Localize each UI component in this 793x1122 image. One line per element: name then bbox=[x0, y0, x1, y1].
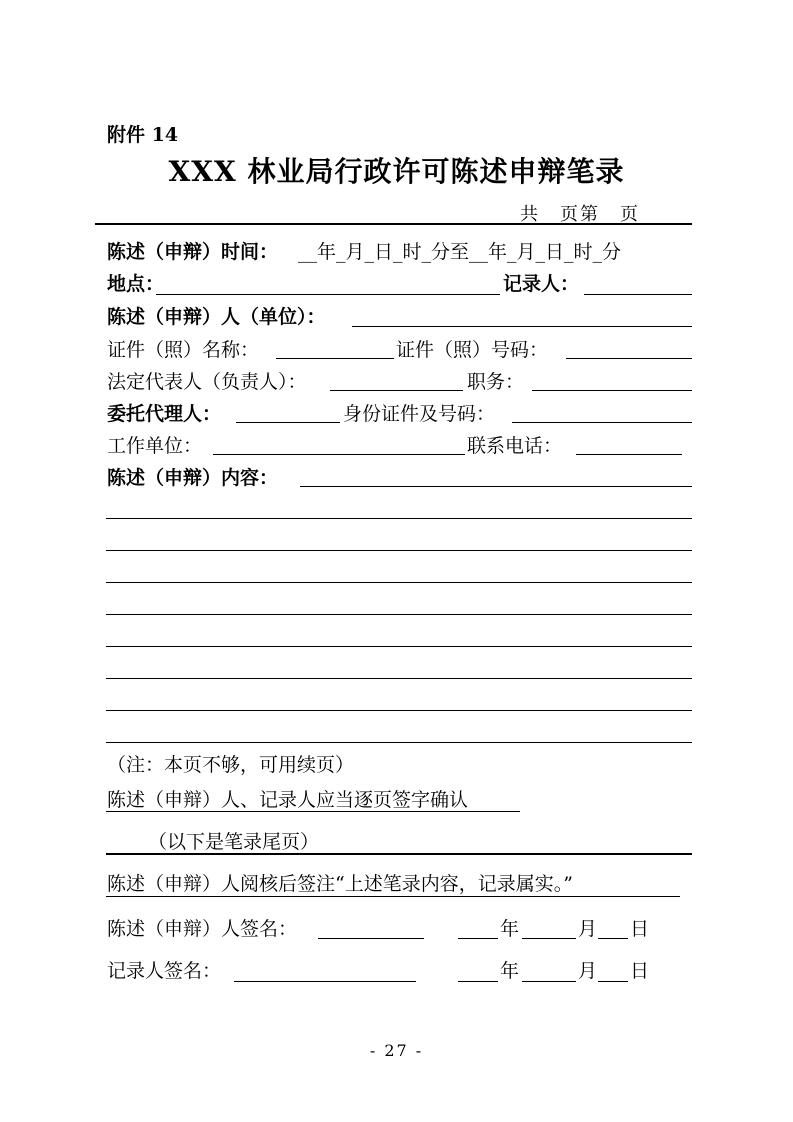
content-line[interactable] bbox=[106, 742, 692, 743]
recorder-sign-field[interactable] bbox=[234, 981, 416, 982]
content-line[interactable] bbox=[106, 518, 692, 519]
party-label: 陈述（申辩）人（单位）： bbox=[107, 306, 326, 328]
phone-label: 联系电话： bbox=[467, 435, 563, 457]
header-rule bbox=[95, 223, 692, 225]
continuation-note: （注：本页不够，可用续页） bbox=[107, 754, 355, 776]
workplace-label: 工作单位： bbox=[107, 435, 203, 457]
recorder-sign-month-field[interactable] bbox=[522, 981, 576, 982]
page-number: - 27 - bbox=[369, 1041, 424, 1060]
position-field[interactable] bbox=[532, 390, 692, 391]
content-line[interactable] bbox=[106, 614, 692, 615]
month-label: 月 bbox=[578, 960, 598, 982]
id-no-label: 身份证件及号码： bbox=[343, 403, 496, 425]
content-line[interactable] bbox=[106, 710, 692, 711]
recorder-sign-label: 记录人签名： bbox=[107, 960, 222, 982]
following-note: （以下是笔录尾页） bbox=[148, 831, 320, 853]
content-line[interactable] bbox=[106, 550, 692, 551]
confirm-note: 陈述（申辩）人、记录人应当逐页签字确认 bbox=[107, 789, 469, 811]
recorder-sign-day-field[interactable] bbox=[598, 981, 628, 982]
agent-field[interactable] bbox=[236, 422, 340, 423]
review-note: 陈述（申辩）人阅核后签注“上述笔录内容，记录属实。” bbox=[107, 873, 573, 895]
place-label: 地点： bbox=[107, 273, 165, 295]
year-label: 年 bbox=[500, 918, 520, 940]
recorder-field[interactable] bbox=[584, 294, 692, 295]
page-title: XXX 林业局行政许可陈述申辩笔录 bbox=[168, 155, 625, 188]
confirm-underline bbox=[106, 811, 520, 812]
position-label: 职务： bbox=[467, 371, 525, 393]
agent-label: 委托代理人： bbox=[107, 403, 222, 425]
content-line[interactable] bbox=[106, 582, 692, 583]
party-sign-field[interactable] bbox=[318, 938, 424, 939]
content-line[interactable] bbox=[106, 678, 692, 679]
workplace-field[interactable] bbox=[213, 454, 465, 455]
id-no-field[interactable] bbox=[512, 422, 692, 423]
day-label: 日 bbox=[630, 960, 650, 982]
page-counter: 共 页第 页 bbox=[520, 204, 640, 225]
party-sign-month-field[interactable] bbox=[522, 938, 576, 939]
month-label: 月 bbox=[578, 918, 598, 940]
party-sign-day-field[interactable] bbox=[598, 938, 628, 939]
legal-rep-field[interactable] bbox=[330, 390, 463, 391]
cert-name-field[interactable] bbox=[276, 358, 394, 359]
content-label: 陈述（申辩）内容： bbox=[107, 467, 279, 489]
content-first-line[interactable] bbox=[300, 486, 692, 487]
phone-field[interactable] bbox=[576, 454, 682, 455]
attachment-label: 附件 14 bbox=[107, 124, 179, 146]
party-field[interactable] bbox=[352, 326, 692, 327]
party-sign-year-field[interactable] bbox=[458, 938, 498, 939]
cert-name-label: 证件（照）名称： bbox=[107, 339, 260, 361]
review-underline bbox=[106, 896, 680, 897]
cert-no-label: 证件（照）号码： bbox=[396, 339, 549, 361]
legal-rep-label: 法定代表人（负责人）： bbox=[107, 371, 307, 393]
party-sign-label: 陈述（申辩）人签名： bbox=[107, 918, 298, 940]
place-field[interactable] bbox=[156, 294, 500, 295]
day-label: 日 bbox=[630, 918, 650, 940]
content-line[interactable] bbox=[106, 646, 692, 647]
cert-no-field[interactable] bbox=[566, 358, 692, 359]
recorder-label: 记录人： bbox=[503, 273, 580, 295]
time-label: 陈述（申辩）时间： bbox=[107, 241, 279, 263]
recorder-sign-year-field[interactable] bbox=[458, 981, 498, 982]
year-label: 年 bbox=[500, 960, 520, 982]
tail-page-rule bbox=[106, 853, 692, 855]
time-template: __年_月_日_时_分至__年_月_日_时_分 bbox=[298, 241, 622, 263]
